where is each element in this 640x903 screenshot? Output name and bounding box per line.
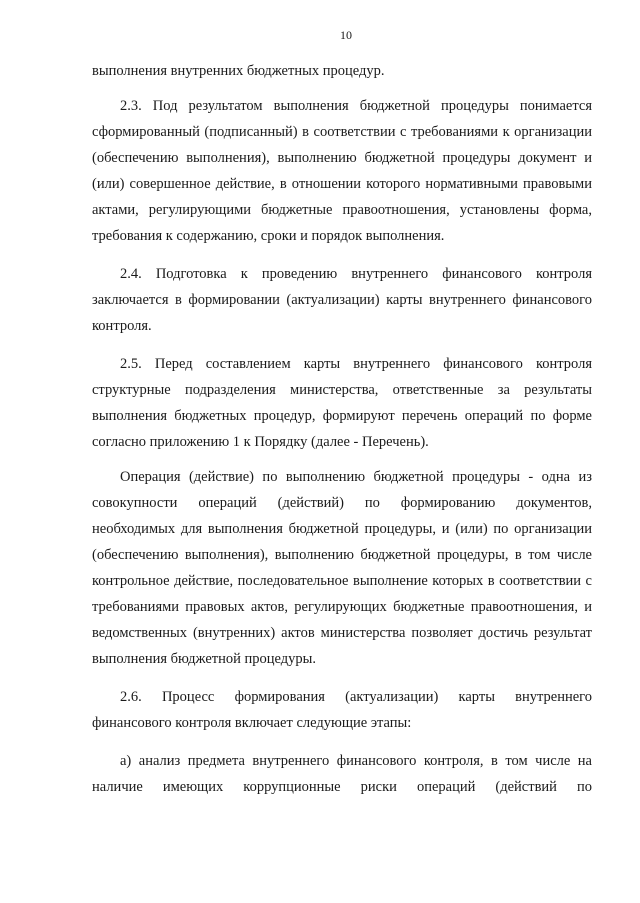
paragraph-item-a: а) анализ предмета внутреннего финансового контроля, в том числе на наличие имеющих коррупционные риски операций (действий по — [92, 753, 592, 795]
paragraph-2-5: 2.5. Перед составлением карты внутреннего финансового контроля структурные подразделения министерства, ответственные за результаты выполнения бюджетных процедур, формируют перечень операций по форме согласно приложению 1 к Порядку (далее - Перечень). — [92, 356, 592, 450]
paragraph-continuation: выполнения внутренних бюджетных процедур. — [92, 63, 385, 79]
document-body — [92, 58, 592, 800]
paragraph-2-4: 2.4. Подготовка к проведению внутреннего финансового контроля заключается в формировании (актуализации) карты внутреннего финансового контроля. — [92, 266, 592, 334]
paragraph-operation-definition: Операция (действие) по выполнению бюджетной процедуры - одна из совокупности операций (действий) по формированию документов, необходимых для выполнения бюджетной процедуры, и (или) по организации (обеспечению выполнения), выполнению бюджетной процедуры, в том числе контрольное действие, последовательное выполнение которых в соответствии с требованиями правовых актов, регулирующих бюджетные правоотношения, и ведомственных (внутренних) актов министерства позволяет достичь результат выполнения бюджетной процедуры. — [92, 469, 592, 667]
paragraph-2-6: 2.6. Процесс формирования (актуализации) карты внутреннего финансового контроля включает следующие этапы: — [92, 689, 592, 731]
paragraph-2-3: 2.3. Под результатом выполнения бюджетной процедуры понимается сформированный (подписанный) в соответствии с требованиями к организации (обеспечению выполнения), выполнению бюджетной процедуры документ и (или) совершенное действие, в отношении которого нормативными правовыми актами, регулирующими бюджетные правоотношения, установлены форма, требования к содержанию, сроки и порядок выполнения. — [92, 98, 592, 244]
page-number: 10 — [340, 28, 352, 42]
